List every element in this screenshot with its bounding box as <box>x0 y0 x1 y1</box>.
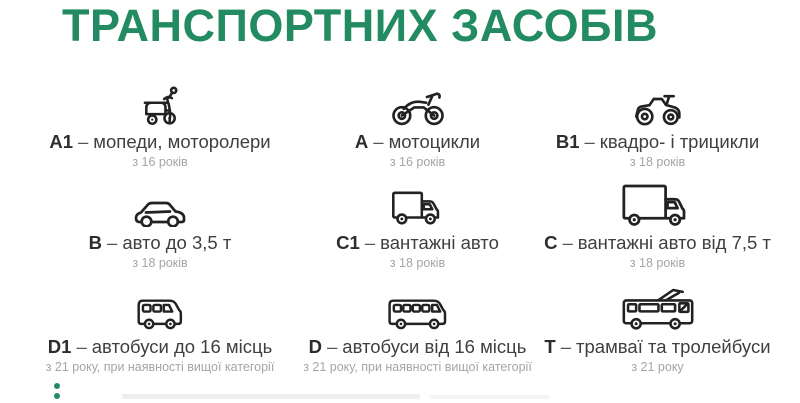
categories-grid <box>0 72 800 380</box>
bus-icon <box>387 276 449 331</box>
dash: – <box>584 131 595 152</box>
cutoff-text-fragment <box>430 395 550 399</box>
category-card-a <box>320 72 515 175</box>
dash: – <box>373 131 384 152</box>
category-name: мопеди, моторолери <box>93 131 271 152</box>
category-card-a1 <box>0 72 320 175</box>
category-code: D1 <box>47 336 72 357</box>
dash: – <box>107 232 118 253</box>
category-label <box>544 232 771 253</box>
heavy-truck-icon <box>621 175 695 227</box>
category-card-d <box>303 276 532 380</box>
category-code: T <box>544 336 556 357</box>
category-code: A1 <box>49 131 73 152</box>
category-card-t <box>515 276 800 380</box>
dash: – <box>76 336 87 357</box>
category-age: з 21 року, при наявності вищої категорії <box>303 360 532 374</box>
minibus-icon <box>136 276 184 331</box>
category-name: квадро- і трицикли <box>599 131 760 152</box>
dash: – <box>562 232 573 253</box>
category-label <box>336 232 499 253</box>
quad-bike-icon <box>633 72 683 126</box>
category-code: B <box>88 232 103 253</box>
category-card-d1 <box>0 276 320 380</box>
category-label <box>49 131 270 152</box>
category-age: з 18 років <box>389 256 446 270</box>
category-code: A <box>354 131 369 152</box>
dash: – <box>78 131 89 152</box>
category-age: з 18 років <box>132 256 188 270</box>
truck-icon <box>390 175 446 227</box>
category-name: автобуси до 16 місць <box>91 336 273 357</box>
category-label <box>89 232 232 253</box>
category-code: D <box>308 336 322 357</box>
category-name: мотоцикли <box>388 131 481 152</box>
cutoff-text-fragment <box>122 394 420 399</box>
category-name: вантажні авто від 7,5 т <box>577 232 771 253</box>
category-age: з 16 років <box>389 155 446 169</box>
category-card-c <box>515 175 800 276</box>
category-age: з 21 року, при наявності вищої категорії <box>45 360 275 374</box>
category-code: C <box>544 232 558 253</box>
category-label <box>556 131 759 152</box>
page-title: ТРАНСПОРТНИХ ЗАСОБІВ <box>62 0 658 51</box>
info-dot <box>54 383 60 389</box>
category-card-b <box>0 175 320 276</box>
category-code: B1 <box>555 131 580 152</box>
category-age: з 21 року <box>631 360 684 374</box>
scooter-icon <box>137 72 183 126</box>
dash: – <box>560 336 572 357</box>
dash: – <box>364 232 376 253</box>
category-label <box>48 336 272 357</box>
trolleybus-icon <box>620 276 696 331</box>
category-age: з 16 років <box>132 155 188 169</box>
category-name: вантажні авто <box>380 232 499 253</box>
category-label <box>544 336 770 357</box>
info-dot <box>54 393 60 399</box>
car-icon <box>133 175 187 227</box>
category-label <box>355 131 480 152</box>
category-card-c1 <box>320 175 515 276</box>
category-age: з 18 років <box>629 256 686 270</box>
category-age: з 18 років <box>629 155 686 169</box>
info-dots-icon <box>54 383 60 403</box>
dash: – <box>326 336 338 357</box>
category-name: авто до 3,5 т <box>122 232 232 253</box>
category-name: автобуси від 16 місць <box>342 336 527 357</box>
category-name: трамваї та тролейбуси <box>576 336 771 357</box>
category-card-b1 <box>515 72 800 175</box>
motorcycle-icon <box>391 72 445 126</box>
category-label <box>309 336 527 357</box>
category-code: C1 <box>336 232 360 253</box>
